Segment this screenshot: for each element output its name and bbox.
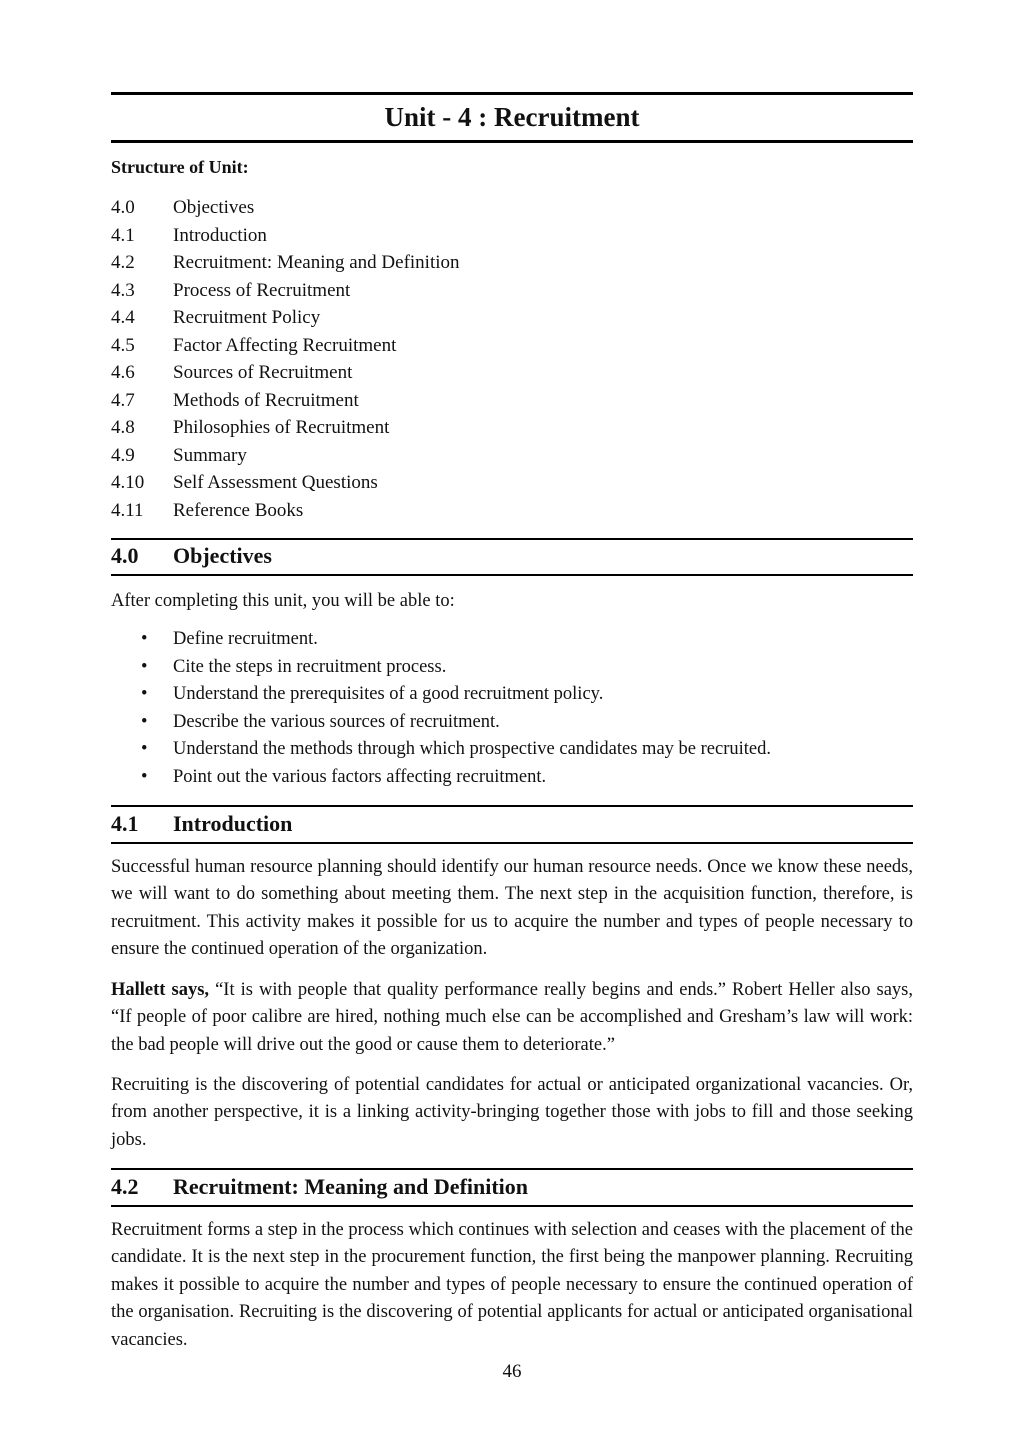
toc-item: [111, 497, 460, 525]
introduction-paragraph-2: [111, 977, 913, 1059]
toc-title: Factor Affecting Recruitment: [173, 334, 397, 356]
list-item: [111, 709, 771, 737]
toc-item: [111, 332, 460, 360]
toc-number: 4.6: [111, 362, 135, 383]
toc-item: [111, 414, 460, 442]
quote-text: “It is with people that quality performance really begins and ends.” Robert Heller also says, “If people of poor calibre are hired, nothing much else can be accomplished and Gresham’s law will work: the bad people will drive out the good or cause them to deteriorate.”: [111, 980, 914, 1055]
toc-item: [111, 359, 460, 387]
toc-title: Self Assessment Questions: [173, 472, 378, 493]
section-number: 4.0: [111, 543, 139, 568]
section-top-rule: [111, 538, 913, 540]
section-bottom-rule: [111, 842, 913, 844]
section-heading-introduction: [111, 810, 292, 838]
toc-title: Reference Books: [173, 499, 304, 521]
objective-text: Point out the various factors affecting recruitment.: [173, 766, 547, 787]
toc-title: Recruitment: Meaning and Definition: [173, 252, 460, 273]
title-bottom-rule: [111, 140, 913, 143]
section-heading-objectives: [111, 542, 272, 570]
unit-title: Unit - 4 : Recruitment: [384, 102, 640, 132]
section-title: Recruitment: Meaning and Definition: [173, 1174, 529, 1199]
toc-number: 4.5: [111, 334, 135, 356]
objective-text: Understand the prerequisites of a good recruitment policy.: [173, 684, 604, 704]
toc-number: 4.1: [111, 224, 135, 246]
bullet-icon: •: [141, 656, 148, 677]
list-item: [111, 681, 771, 709]
section-title: Objectives: [173, 543, 272, 568]
toc-title: Process of Recruitment: [173, 279, 351, 301]
bullet-icon: •: [141, 629, 148, 649]
toc-item: [111, 442, 460, 470]
toc-number: 4.2: [111, 252, 135, 273]
bullet-icon: •: [141, 739, 148, 759]
toc-item: [111, 249, 460, 277]
toc-number: 4.10: [111, 472, 145, 493]
bullet-icon: •: [141, 766, 148, 787]
toc-title: Summary: [173, 444, 247, 466]
toc-item: [111, 387, 460, 415]
toc-number: 4.0: [111, 197, 135, 218]
introduction-paragraph-3: Recruiting is the discovering of potential candidates for actual or anticipated organizational vacancies. Or, from another perspective, it is a linking activity-bringing together those with jobs to fill and those seeking jobs.: [111, 1075, 913, 1150]
list-item: [111, 626, 771, 654]
toc-title: Recruitment Policy: [173, 307, 321, 328]
structure-label: Structure of Unit:: [111, 157, 249, 177]
toc-item: [111, 194, 460, 222]
toc-title: Sources of Recruitment: [173, 362, 353, 383]
bullet-icon: •: [141, 684, 148, 704]
toc-number: 4.4: [111, 307, 135, 328]
quote-author: Hallett says,: [111, 980, 210, 1000]
section-top-rule: [111, 805, 913, 807]
section-top-rule: [111, 1168, 913, 1170]
table-of-contents: [111, 194, 460, 524]
objectives-intro: After completing this unit, you will be able to:: [111, 591, 455, 611]
toc-item: [111, 222, 460, 250]
section-bottom-rule: [111, 574, 913, 576]
toc-item: [111, 304, 460, 332]
section-heading-meaning: [111, 1173, 528, 1201]
toc-title: Methods of Recruitment: [173, 389, 359, 411]
toc-number: 4.11: [111, 499, 144, 521]
toc-number: 4.7: [111, 389, 135, 411]
section-bottom-rule: [111, 1205, 913, 1207]
list-item: [111, 764, 771, 792]
section-title: Introduction: [173, 811, 293, 836]
page-number: 46: [502, 1361, 522, 1382]
toc-number: 4.3: [111, 279, 135, 301]
toc-item: [111, 469, 460, 497]
objective-text: Define recruitment.: [173, 629, 318, 649]
introduction-paragraph-1: Successful human resource planning should identify our human resource needs. Once we know these needs, we will want to do something about meeting them. The next step in the acquisition function, therefore, is recruitment. This activity makes it possible for us to acquire the number and types of people necessary to ensure the continued operation of the organization.: [111, 857, 913, 960]
title-top-rule: [111, 92, 913, 95]
toc-number: 4.8: [111, 417, 135, 438]
list-item: [111, 736, 771, 764]
toc-item: [111, 277, 460, 305]
objective-text: Cite the steps in recruitment process.: [173, 656, 447, 677]
list-item: [111, 654, 771, 682]
meaning-paragraph-1: Recruitment forms a step in the process which continues with selection and ceases with the placement of the candidate. It is the next step in the procurement function, the first being the manpower planning. Recruiting makes it possible to acquire the number and types of people necessary to ensure the continued operation of the organisation. Recruiting is the discovering of potential applicants for actual or anticipated organisational vacancies.: [111, 1220, 913, 1350]
toc-number: 4.9: [111, 444, 135, 466]
toc-title: Philosophies of Recruitment: [173, 417, 390, 438]
objectives-list: [111, 626, 771, 791]
section-number: 4.1: [111, 811, 139, 836]
toc-title: Introduction: [173, 224, 267, 246]
objective-text: Understand the methods through which prospective candidates may be recruited.: [173, 739, 771, 759]
objective-text: Describe the various sources of recruitment.: [173, 711, 500, 732]
bullet-icon: •: [141, 711, 148, 732]
section-number: 4.2: [111, 1174, 139, 1199]
toc-title: Objectives: [173, 197, 255, 218]
